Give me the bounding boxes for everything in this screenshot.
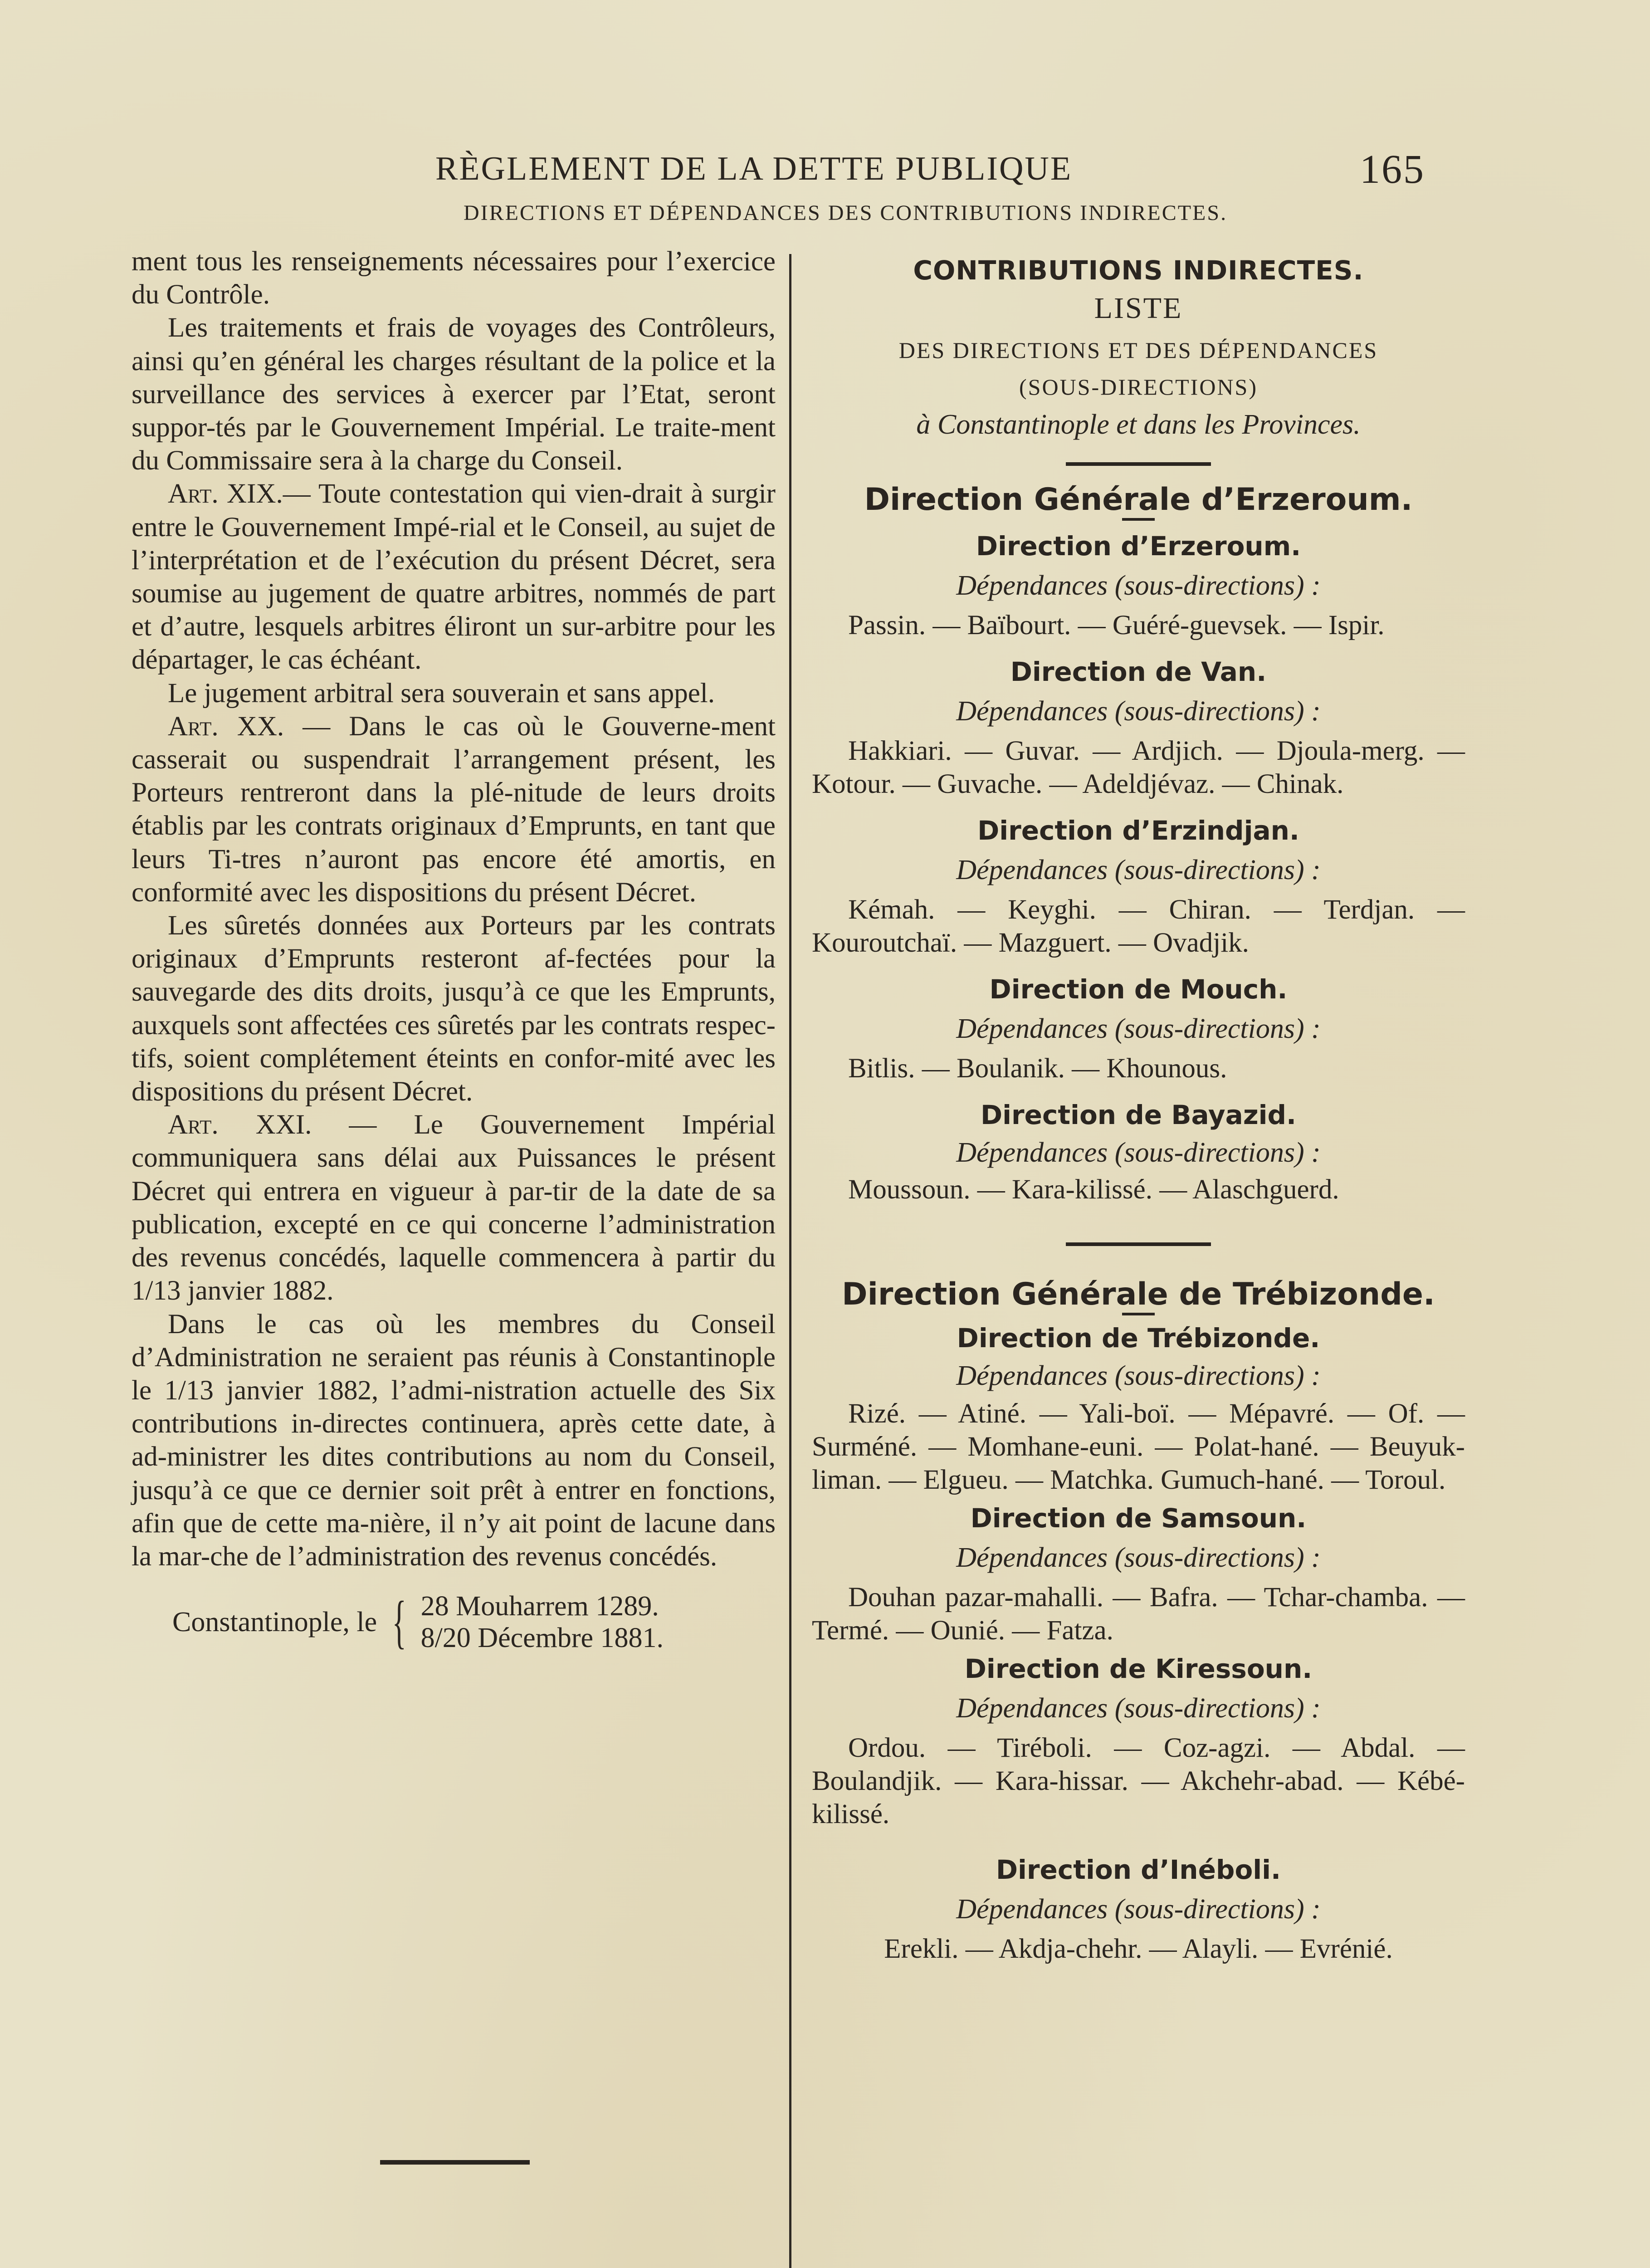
dependances-list: Ordou. — Tiréboli. — Coz-agzi. — Abdal. — Boulandjik. — Kara-hissar. — Akchehr-abad. — Kébé-kilissé. bbox=[812, 1733, 1465, 1829]
article-xix bbox=[132, 477, 776, 676]
paragraph-text: — Dans le cas où le Gouverne-ment casserait ou suspendrait l’arrangement présent, les Porteurs rentreront dans la plé-nitude de leurs droits établis par les contrats originaux d’Emprunts, en tant que leurs Ti-tres n’auront pas encore été amortis, en conformité avec les dispositions du présent Décret. bbox=[132, 711, 776, 908]
direction-title: Direction de Samsoun. bbox=[970, 1503, 1307, 1534]
dependances-label: Dépendances (sous-directions) : bbox=[956, 1013, 1321, 1044]
paragraph bbox=[132, 311, 776, 477]
short-rule bbox=[1122, 518, 1155, 521]
running-title: RÈGLEMENT DE LA DETTE PUBLIQUE bbox=[435, 150, 1073, 187]
paragraph bbox=[132, 245, 776, 311]
page-subtitle: DIRECTIONS ET DÉPENDANCES DES CONTRIBUTIONS INDIRECTES. bbox=[463, 201, 1228, 225]
dependances-label: Dépendances (sous-directions) : bbox=[956, 1137, 1321, 1168]
article-label: Art. XX. bbox=[168, 711, 284, 742]
direction-title: Direction d’Erzeroum. bbox=[976, 531, 1301, 562]
dependances-label: Dépendances (sous-directions) : bbox=[956, 696, 1321, 727]
dependances-label: Dépendances (sous-directions) : bbox=[956, 1693, 1321, 1724]
direction-title: Direction d’Inéboli. bbox=[996, 1854, 1281, 1885]
paragraph-text: ment tous les renseignements nécessaires pour l’exercice du Contrôle. bbox=[132, 246, 776, 310]
list-subtitle-paren: (SOUS-DIRECTIONS) bbox=[1019, 374, 1258, 400]
dependances-list: Erekli. — Akdja-chehr. — Alayli. — Evrénié. bbox=[884, 1934, 1393, 1964]
list-subtitle: DES DIRECTIONS ET DES DÉPENDANCES bbox=[898, 337, 1378, 363]
section-rule bbox=[1066, 1242, 1211, 1246]
direction-title: Direction d’Erzindjan. bbox=[977, 815, 1299, 846]
dependances-label: Dépendances (sous-directions) : bbox=[956, 1894, 1321, 1925]
dependances-label: Dépendances (sous-directions) : bbox=[956, 570, 1321, 601]
article-label: Art. XXI. bbox=[168, 1110, 312, 1140]
signature-place: Constantinople, le bbox=[172, 1606, 377, 1637]
paragraph-text: Dans le cas où les membres du Conseil d’Administration ne seraient pas réunis à Constantinople le 1/13 janvier 1882, l’admi-nistration actuelle des Six contributions in-directes continuera, après cette date, à ad-ministrer les dites contributions au nom du Conseil, jusqu’à ce que ce dernier soit prêt à entrer en fonctions, afin que de cette ma-nière, il n’y ait point de lacune dans la mar-che de l’administration des revenus concédés. bbox=[132, 1309, 776, 1572]
dependances-label: Dépendances (sous-directions) : bbox=[956, 1360, 1321, 1391]
paragraph-text: Les sûretés données aux Porteurs par les contrats originaux d’Emprunts resteront af-fectées pour la sauvegarde des dits droits, jusqu’à ce que les Emprunts, auxquels sont affectées ces sûretés par les contrats respec-tifs, soient complétement éteints en confor-mité avec les dispositions du présent Décret. bbox=[132, 910, 776, 1107]
dependances-list: Douhan pazar-mahalli. — Bafra. — Tchar-chamba. — Termé. — Ounié. — Fatza. bbox=[812, 1582, 1465, 1646]
direction-title: Direction de Mouch. bbox=[989, 974, 1288, 1005]
section-title: CONTRIBUTIONS INDIRECTES. bbox=[913, 255, 1364, 286]
short-rule bbox=[1122, 1313, 1155, 1315]
dependances-label: Dépendances (sous-directions) : bbox=[956, 1542, 1321, 1573]
dependances-list: Bitlis. — Boulanik. — Khounous. bbox=[848, 1053, 1227, 1084]
paragraph-text: — Le Gouvernement Impérial communiquera sans délai aux Puissances le présent Décret qui entrera en vigueur à par-tir de la date de sa publication, excepté en ce qui concerne l’administration des revenus concédés, laquelle commencera à partir du 1/13 janvier 1882. bbox=[132, 1110, 776, 1306]
direction-title: Direction de Kiressoun. bbox=[964, 1653, 1313, 1684]
dependances-list: Moussoun. — Kara-kilissé. — Alaschguerd. bbox=[848, 1174, 1339, 1205]
general-direction-title: Direction Générale d’Erzeroum. bbox=[864, 482, 1413, 518]
paragraph bbox=[132, 1308, 776, 1574]
list-title: LISTE bbox=[1094, 292, 1183, 325]
page-number: 165 bbox=[1360, 147, 1425, 192]
list-subtitle-location: à Constantinople et dans les Provinces. bbox=[916, 409, 1361, 440]
date-hijri: 28 Mouharrem 1289. bbox=[420, 1591, 659, 1622]
date-gregorian: 8/20 Décembre 1881. bbox=[420, 1623, 664, 1654]
article-xx bbox=[132, 710, 776, 909]
paragraph bbox=[132, 677, 776, 710]
paragraph bbox=[132, 909, 776, 1108]
article-label: Art. XIX. bbox=[168, 479, 283, 509]
dependances-list: Kémah. — Keyghi. — Chiran. — Terdjan. — Kouroutchaï. — Mazguert. — Ovadjik. bbox=[812, 894, 1465, 958]
direction-title: Direction de Van. bbox=[1010, 656, 1267, 687]
direction-title: Direction de Bayazid. bbox=[980, 1100, 1297, 1130]
paragraph-text: Le jugement arbitral sera souverain et sans appel. bbox=[168, 678, 715, 709]
column-divider bbox=[789, 254, 791, 2268]
dependances-label: Dépendances (sous-directions) : bbox=[956, 855, 1321, 885]
dependances-list: Rizé. — Atiné. — Yali-boï. — Mépavré. — Of. — Surméné. — Momhane-euni. — Polat-hané. — Beuyuk-liman. — Elgueu. — Matchka. Gumuch-hané. — Toroul. bbox=[812, 1398, 1465, 1495]
dependances-list: Passin. — Baïbourt. — Guéré-guevsek. — Ispir. bbox=[848, 610, 1385, 640]
end-rule bbox=[380, 2160, 530, 2165]
dependances-list: Hakkiari. — Guvar. — Ardjich. — Djoula-merg. — Kotour. — Guvache. — Adeldjévaz. — Chinak. bbox=[812, 736, 1465, 799]
signature-dates bbox=[421, 1590, 664, 1654]
brace-symbol: { bbox=[392, 1589, 406, 1655]
right-column bbox=[812, 254, 1465, 1965]
section-rule bbox=[1066, 462, 1211, 466]
paragraph-text: — Toute contestation qui vien-drait à surgir entre le Gouvernement Impé-rial et le Conseil, au sujet de l’interprétation et de l’exécution du présent Décret, sera soumise au jugement de quatre arbitres, nommés de part et d’autre, lesquels arbitres éliront un sur-arbitre pour les départager, le cas échéant. bbox=[132, 479, 776, 675]
article-xxi bbox=[132, 1108, 776, 1307]
signature-block bbox=[132, 1590, 776, 1654]
general-direction-title: Direction Générale de Trébizonde. bbox=[842, 1276, 1435, 1312]
paragraph-text: Les traitements et frais de voyages des Contrôleurs, ainsi qu’en général les charges résultant de la police et la surveillance des services à exercer par l’Etat, seront suppor-tés par le Gouvernement Impérial. Le traite-ment du Commissaire sera à la charge du Conseil. bbox=[132, 313, 776, 476]
left-column bbox=[132, 245, 776, 1654]
direction-title: Direction de Trébizonde. bbox=[957, 1323, 1320, 1354]
